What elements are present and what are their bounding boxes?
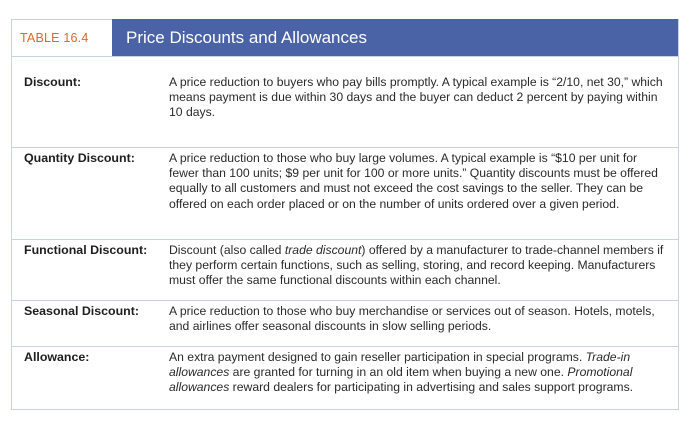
definition-italic-term: Trade-in allowances <box>169 350 631 380</box>
table-title: Price Discounts and Allowances <box>112 19 678 56</box>
price-discounts-table <box>11 19 679 410</box>
definition-text: are granted for turning in an old item when buying a new one. <box>229 365 568 380</box>
table-row-functional-discount <box>12 239 678 300</box>
table-row-quantity-discount <box>12 147 678 239</box>
definition-cell <box>169 240 666 300</box>
table-body <box>12 72 678 409</box>
definition-italic-term: trade discount <box>284 243 362 257</box>
definition-text: An extra payment designed to gain reseller participation in special programs. <box>169 350 586 364</box>
table-header <box>12 19 678 56</box>
table-row-allowance <box>12 346 678 409</box>
definition-text: Discount (also called <box>169 243 285 257</box>
definition-cell: A price reduction to those who buy merchandise or services out of season. Hotels, motels, and airlines offer seasonal discounts in slow selling periods. <box>169 304 655 334</box>
table-row-seasonal-discount <box>12 300 678 346</box>
definition-cell: A price reduction to those who buy large volumes. A typical example is “$10 per unit for fewer than 100 units; $9 per unit for 100 or more units.” Quantity discounts must be offered equally to all customers and must not exceed the cost savings to the seller. They can be offered on each order placed or on the number of units ordered over a given period. <box>169 151 658 211</box>
term-cell: Quantity Discount: <box>24 151 135 165</box>
term-cell: Functional Discount: <box>24 243 148 257</box>
header-divider <box>12 56 678 71</box>
term-cell: Seasonal Discount: <box>24 304 139 318</box>
term-cell: Allowance: <box>24 350 90 364</box>
definition-text: ) offered by a manufacturer to trade-channel members if they perform certain functions, such as selling, storing, and record keeping. Manufacturers must offer the same functional discounts within each channel. <box>169 243 664 288</box>
table-number-label: TABLE 16.4 <box>12 19 112 56</box>
table-row-discount <box>12 72 678 147</box>
definition-text: reward dealers for participating in advertising and sales support programs. <box>229 380 634 395</box>
definition-italic-term: Promotional allowances <box>169 365 633 395</box>
definition-cell <box>169 347 666 409</box>
definition-cell: A price reduction to buyers who pay bills promptly. A typical example is “2/10, net 30,” which means payment is due within 30 days and the buyer can deduct 2 percent by paying within 10 days. <box>169 75 663 120</box>
term-cell: Discount: <box>24 75 82 89</box>
